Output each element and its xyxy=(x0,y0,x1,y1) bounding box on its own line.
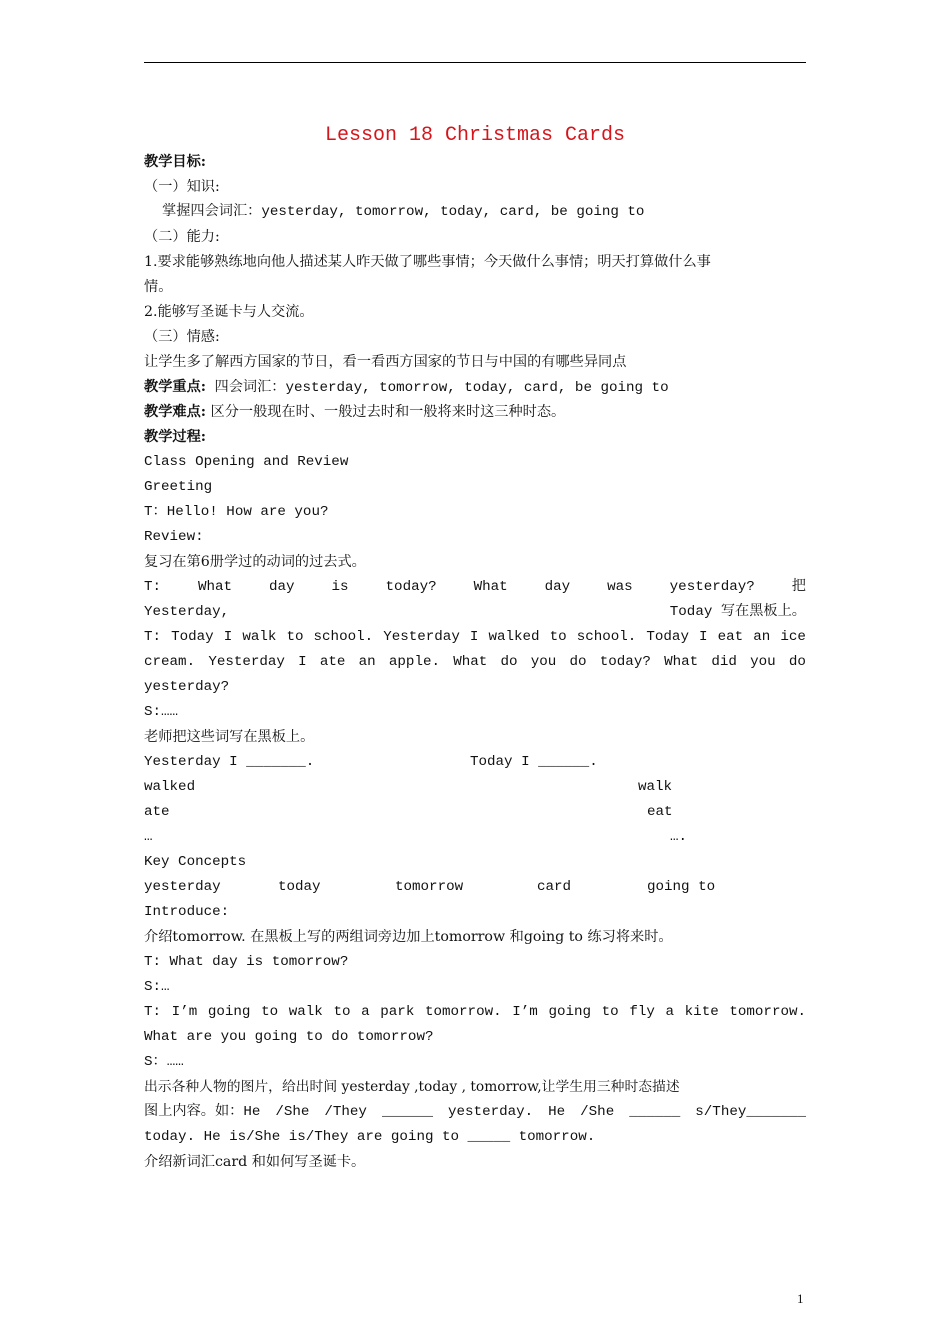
word: is xyxy=(331,579,349,595)
word: Yesterday xyxy=(383,629,460,645)
key-points-text: 四会词汇：yesterday, tomorrow, today, card, be going to xyxy=(206,380,669,396)
word: day xyxy=(544,579,571,595)
card-intro: 介绍新词汇card 和如何写圣诞卡。 xyxy=(144,1154,366,1170)
board-left-2: ate xyxy=(144,804,170,820)
concept-word: card xyxy=(537,879,572,895)
concept-words xyxy=(144,875,806,900)
word: walk xyxy=(288,1004,323,1020)
word: cream. xyxy=(144,654,196,670)
word: to xyxy=(601,1004,619,1020)
word: day xyxy=(269,579,295,595)
word: 图上内容。如：He xyxy=(144,1104,261,1120)
word: walked xyxy=(488,629,540,645)
word: What xyxy=(664,654,699,670)
word: going xyxy=(548,1004,592,1020)
word: was xyxy=(607,579,633,595)
word: apple. xyxy=(388,654,440,670)
word: going xyxy=(207,1004,251,1020)
process-heading: 教学过程: xyxy=(144,429,206,445)
concept-word: yesterday xyxy=(144,879,221,895)
board-left-3: … xyxy=(144,829,153,845)
word: Today xyxy=(171,629,214,645)
teacher-going-park xyxy=(144,1000,806,1025)
word: /They xyxy=(324,1104,367,1120)
word: kite xyxy=(684,1004,719,1020)
pictures-line-1: 出示各种人物的图片，给出时间 yesterday ,today , tomorrow,让学生用三种时态描述 xyxy=(144,1079,680,1095)
knowledge-text: 掌握四会词汇：yesterday, tomorrow, today, card, be going to xyxy=(162,204,645,220)
header-rule xyxy=(144,62,806,63)
teacher-what-day xyxy=(144,575,806,600)
word: do xyxy=(569,654,587,670)
knowledge-heading: （一）知识: xyxy=(144,179,220,195)
emotion-text: 让学生多了解西方国家的节日，看一看西方国家的节日与中国的有哪些异同点 xyxy=(144,354,627,370)
word: Yesterday xyxy=(208,654,285,670)
word: ______ xyxy=(629,1104,681,1120)
word: school. xyxy=(576,629,637,645)
word: tomorrow. xyxy=(729,1004,806,1020)
word: ice xyxy=(780,629,806,645)
yesterday-comma: Yesterday, xyxy=(144,604,230,620)
word: park xyxy=(380,1004,415,1020)
word: I’m xyxy=(512,1004,538,1020)
word: did xyxy=(711,654,737,670)
difficulty xyxy=(144,400,806,425)
board-row-1 xyxy=(144,775,806,800)
teacher-walk-line-1 xyxy=(144,625,806,650)
key-concepts: Key Concepts xyxy=(144,854,247,870)
board-row-2 xyxy=(144,800,806,825)
pictures-line-2 xyxy=(144,1100,806,1125)
teacher-hello: T：Hello! How are you? xyxy=(144,504,329,520)
difficulty-label: 教学难点: xyxy=(144,404,206,420)
word: ate xyxy=(319,654,346,670)
board-right-1: walk xyxy=(638,779,673,795)
review-text: 复习在第6册学过的动词的过去式。 xyxy=(144,554,366,570)
word: 把 xyxy=(791,579,806,595)
board-right-2: eat xyxy=(647,804,673,820)
board-left-1: walked xyxy=(144,779,196,795)
word: fly xyxy=(629,1004,655,1020)
concept-word: tomorrow xyxy=(395,879,464,895)
introduce-text: 介绍tomorrow. 在黑板上写的两组词旁边加上tomorrow 和going to 练习将来时。 xyxy=(144,929,673,945)
ability-item-2: 2.能够写圣诞卡与人交流。 xyxy=(144,304,314,320)
word: today? xyxy=(385,579,437,595)
ability-heading: （二）能力: xyxy=(144,229,220,245)
pictures-line-3: today. He is/She is/They are going to _____ tomorrow. xyxy=(144,1129,596,1145)
student-response-1: S:…… xyxy=(144,704,179,720)
word: yesterday? xyxy=(669,579,755,595)
today-write: Today 写在黑板上。 xyxy=(669,604,806,620)
ability-item-1: 1.要求能够熟练地向他人描述某人昨天做了哪些事情；今天做什么事情；明天打算做什么事 xyxy=(144,254,711,270)
word: I xyxy=(223,629,233,645)
word: I xyxy=(699,629,708,645)
word: to xyxy=(286,629,304,645)
word: What xyxy=(473,579,508,595)
student-response-2: S:… xyxy=(144,979,170,995)
word: an xyxy=(358,654,376,670)
word: to xyxy=(549,629,567,645)
word: a xyxy=(665,1004,675,1020)
word: What xyxy=(453,654,488,670)
difficulty-text: 区分一般现在时、一般过去时和一般将来时这三种时态。 xyxy=(206,404,566,420)
page-number: 1 xyxy=(797,1291,804,1306)
student-response-3: S：…… xyxy=(144,1054,184,1070)
word: yesterday. xyxy=(448,1104,534,1120)
introduce-label: Introduce: xyxy=(144,904,230,920)
word: do xyxy=(500,654,518,670)
ability-item-1-cont: 情。 xyxy=(144,279,173,295)
concept-word: going to xyxy=(647,879,716,895)
word: T: xyxy=(144,579,162,595)
what-going-question: What are you going to do tomorrow? xyxy=(144,1029,434,1045)
page-title: Lesson 18 Christmas Cards xyxy=(324,124,626,147)
word: /She xyxy=(580,1104,615,1120)
word: /She xyxy=(275,1104,310,1120)
word: ______ xyxy=(381,1104,434,1120)
word: to xyxy=(333,1004,351,1020)
word: to xyxy=(261,1004,279,1020)
teacher-writes: 老师把这些词写在黑板上。 xyxy=(144,729,315,745)
greeting: Greeting xyxy=(144,479,213,495)
word: I xyxy=(298,654,307,670)
word: today? xyxy=(599,654,651,670)
word: I xyxy=(469,629,479,645)
word: you xyxy=(530,654,557,670)
word: s/They_______ xyxy=(695,1104,806,1120)
board-row-3 xyxy=(144,825,806,850)
key-points xyxy=(144,375,806,400)
word: walk xyxy=(242,629,277,645)
word: What xyxy=(198,579,233,595)
word: school. xyxy=(313,629,374,645)
objectives-heading: 教学目标: xyxy=(144,154,206,170)
word: T: xyxy=(144,1004,162,1020)
teacher-walk-line-3: yesterday? xyxy=(144,679,230,695)
board-right-header: Today I ______. xyxy=(470,754,598,770)
board-headers xyxy=(144,750,806,775)
class-opening: Class Opening and Review xyxy=(144,454,349,470)
word: He xyxy=(548,1104,566,1120)
word: do xyxy=(788,654,806,670)
word: I’m xyxy=(171,1004,198,1020)
word: T: xyxy=(144,629,162,645)
word: an xyxy=(753,629,771,645)
word: you xyxy=(750,654,776,670)
word: eat xyxy=(717,629,744,645)
document-body xyxy=(144,150,806,1175)
review-label: Review: xyxy=(144,529,204,545)
concept-word: today xyxy=(278,879,321,895)
emotion-heading: （三）情感: xyxy=(144,329,220,345)
board-left-header: Yesterday I _______. xyxy=(144,754,315,770)
teacher-walk-line-2 xyxy=(144,650,806,675)
word: tomorrow. xyxy=(424,1004,502,1020)
teacher-what-tomorrow: T: What day is tomorrow? xyxy=(144,954,349,970)
key-points-label: 教学重点: xyxy=(144,379,206,395)
board-right-3: …. xyxy=(670,829,688,845)
word: a xyxy=(361,1004,370,1020)
yesterday-today-line xyxy=(144,600,806,625)
word: Today xyxy=(646,629,689,645)
